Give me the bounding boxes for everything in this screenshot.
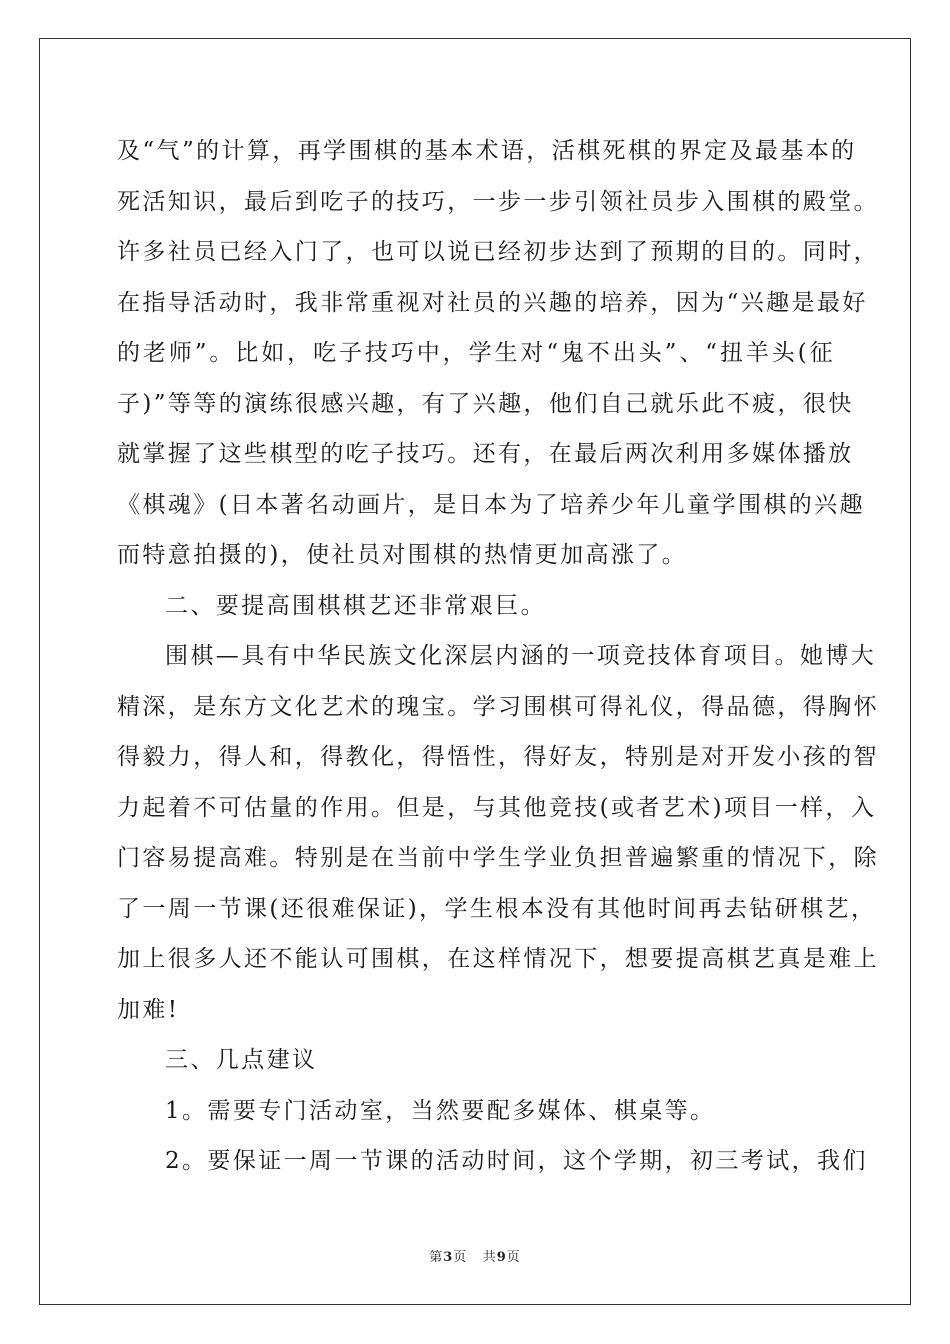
text-line: 得毅力，得人和，得教化，得悟性，得好友，特别是对开发小孩的智 bbox=[117, 744, 879, 770]
text-line: 及“气”的计算，再学围棋的基本术语，活棋死棋的界定及最基本的 bbox=[117, 138, 857, 164]
text-line: 许多社员已经入门了，也可以说已经初步达到了预期的目的。同时， bbox=[117, 239, 879, 265]
text-line: 死活知识，最后到吃子的技巧，一步一步引领社员步入围棋的殿堂。 bbox=[117, 188, 879, 215]
text-line: 子)”等等的演练很感兴趣，有了兴趣，他们自己就乐此不疲，很快 bbox=[117, 390, 854, 417]
text-line: 在指导活动时，我非常重视对社员的兴趣的培养，因为“兴趣是最好 bbox=[117, 289, 868, 316]
document-body bbox=[117, 126, 879, 1187]
text-line: 门容易提高难。特别是在当前中学生学业负担普遍繁重的情况下，除 bbox=[117, 845, 879, 871]
text-line: 了一周一节课(还很难保证)，学生根本没有其他时间再去钻研棋艺， bbox=[117, 895, 877, 922]
section-heading: 二、要提高围棋棋艺还非常艰巨。 bbox=[165, 592, 546, 619]
text-line: 而特意拍摄的)，使社员对围棋的热情更加高涨了。 bbox=[117, 542, 688, 568]
section-heading: 三、几点建议 bbox=[165, 1047, 318, 1073]
total-page-count: 9 bbox=[496, 1250, 507, 1265]
text-line: 《棋魂》(日本著名动画片，是日本为了培养少年儿童学围棋的兴趣 bbox=[117, 491, 865, 518]
text-line: 加难! bbox=[117, 996, 180, 1023]
list-item: 1。需要专门活动室，当然要配多媒体、棋桌等。 bbox=[165, 1097, 716, 1124]
list-item: 2。要保证一周一节课的活动时间，这个学期，初三考试，我们 bbox=[165, 1148, 868, 1174]
text-line: 围棋—具有中华民族文化深层内涵的一项竞技体育项目。她博大 bbox=[165, 643, 877, 669]
footer-suffix: 页 bbox=[506, 1250, 521, 1265]
text-line: 精深，是东方文化艺术的瑰宝。学习围棋可得礼仪，得品德，得胸怀 bbox=[117, 693, 879, 720]
text-line: 加上很多人还不能认可围棋，在这样情况下，想要提高棋艺真是难上 bbox=[117, 946, 879, 972]
footer-prefix: 第 bbox=[429, 1250, 444, 1265]
page-footer bbox=[0, 1246, 950, 1265]
footer-middle: 页 共 bbox=[453, 1250, 497, 1265]
current-page-number: 3 bbox=[443, 1250, 454, 1265]
text-line: 就掌握了这些棋型的吃子技巧。还有，在最后两次利用多媒体播放 bbox=[117, 441, 854, 467]
text-line: 的老师”。比如，吃子技巧中，学生对“鬼不出头”、“扭羊头(征 bbox=[117, 340, 835, 366]
text-line: 力起着不可估量的作用。但是，与其他竞技(或者艺术)项目一样，入 bbox=[117, 794, 877, 821]
